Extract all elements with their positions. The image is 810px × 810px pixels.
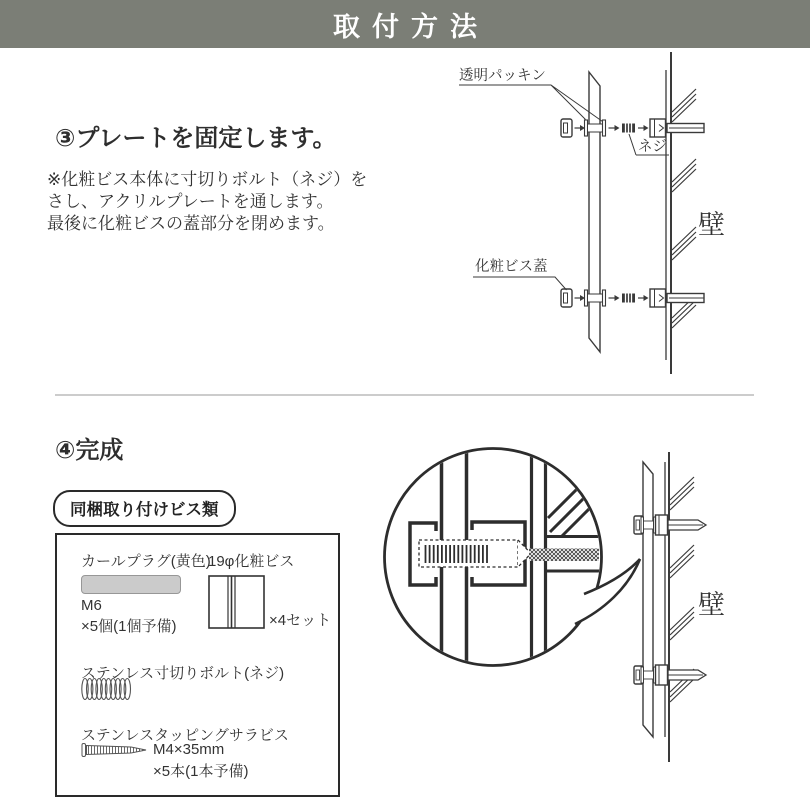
label-wall-top: 壁 (698, 210, 725, 240)
label-clear-packing: 透明パッキン (459, 68, 546, 84)
page-title: 取付方法 (333, 11, 489, 42)
assembly-row-bottom (561, 289, 704, 307)
curl-plug-illustration (81, 575, 181, 594)
wall-section (665, 452, 694, 762)
detail-callout (375, 438, 660, 678)
threaded-bolt-name: ステンレス寸切りボルト(ネジ) (81, 665, 285, 682)
header-bar (0, 0, 810, 48)
label-screw: ネジ (638, 139, 667, 155)
curl-plug-name: カールプラグ(黄色) (81, 553, 211, 570)
parts-box-title: 同梱取り付けビス類 (53, 490, 236, 527)
acrylic-plate (589, 72, 600, 352)
step3-line-1: ※化粧ビス本体に寸切りボルト（ネジ）を (47, 170, 368, 189)
fixing-diagram (440, 48, 810, 396)
deco-screw-illustration (208, 575, 265, 629)
tapping-screw-name: ステンレスタッピングサラビス (81, 727, 289, 744)
step3-body (47, 169, 367, 235)
deco-screw-name: 19φ化粧ビス (208, 553, 295, 570)
label-screw-cap: 化粧ビス蓋 (475, 259, 548, 275)
tapping-screw-size: M4×35mm (153, 741, 225, 758)
step4-heading: ④完成 (55, 437, 124, 464)
deco-screw-qty: ×4セット (269, 612, 332, 629)
tapping-screw-illustration (81, 741, 151, 759)
section-divider (55, 394, 754, 396)
parts-box (55, 533, 340, 797)
step3-heading: ③プレートを固定します。 (55, 125, 337, 152)
assembly-row-top (561, 119, 704, 137)
curl-plug-qty: ×5個(1個予備) (81, 618, 177, 635)
tapping-screw-qty: ×5本(1本予備) (153, 763, 249, 780)
threaded-bolt-illustration (79, 677, 135, 701)
wall-section (666, 52, 696, 374)
curl-plug-size: M6 (81, 597, 102, 614)
step3-line-3: 最後に化粧ビスの蓋部分を閉めます。 (47, 214, 335, 233)
label-wall-bottom: 壁 (698, 590, 725, 620)
step3-line-2: さし、アクリルプレートを通します。 (47, 192, 334, 211)
